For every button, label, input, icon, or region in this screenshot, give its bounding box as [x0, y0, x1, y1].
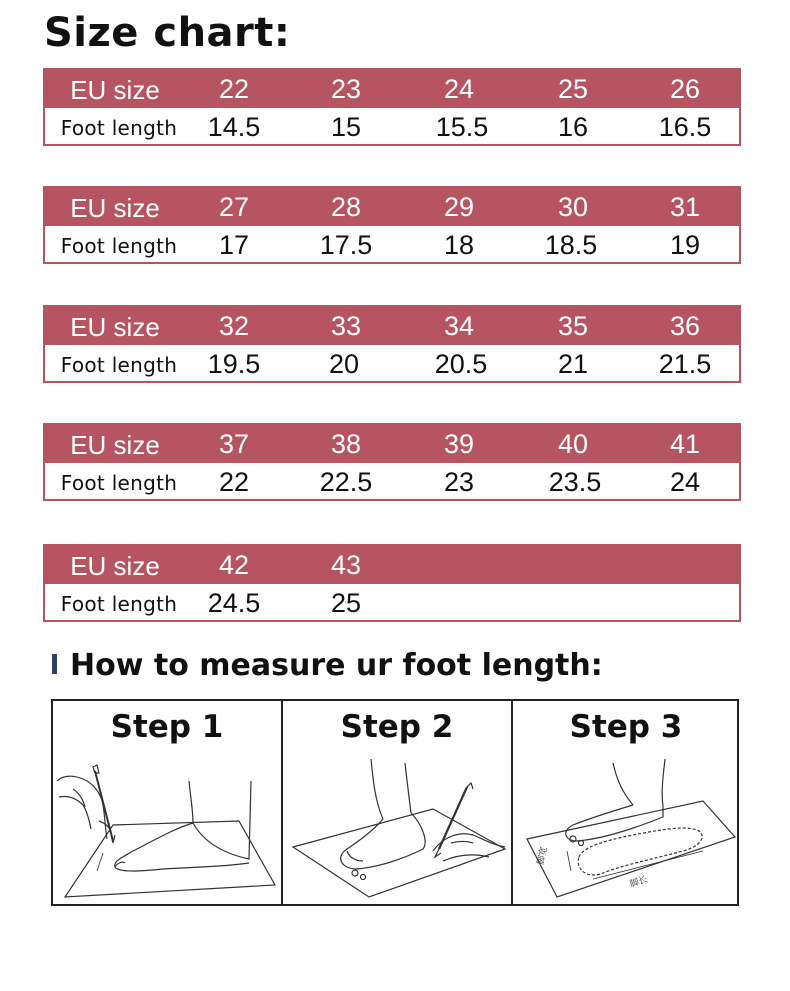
foot-length-value: 17: [218, 230, 250, 260]
foot-length-value: 23: [443, 467, 475, 497]
eu-size-value: 26: [669, 74, 701, 104]
foot-length-row: [45, 226, 739, 263]
foot-length-value: 16: [557, 112, 589, 142]
foot-length-label: Foot length: [60, 471, 178, 495]
foot-length-value: 17.5: [319, 230, 373, 260]
size-table-5: [43, 544, 741, 622]
heading-accent-bar: [52, 654, 57, 674]
eu-size-value: 33: [330, 311, 362, 341]
eu-size-value: 35: [557, 311, 589, 341]
step-3-panel: [513, 701, 739, 904]
measure-steps-panel: [51, 699, 739, 906]
foot-length-value: 20.5: [434, 349, 488, 379]
step-2-panel: [283, 701, 511, 904]
eu-size-value: 28: [330, 192, 362, 222]
foot-length-value: 16.5: [658, 112, 712, 142]
foot-length-value: 25: [330, 588, 362, 618]
eu-size-value: 41: [669, 429, 701, 459]
eu-size-value: 37: [218, 429, 250, 459]
eu-size-value: 40: [557, 429, 589, 459]
eu-size-label: EU size: [70, 193, 160, 223]
eu-size-label: EU size: [70, 551, 160, 581]
step-3-title: Step 3: [569, 709, 683, 745]
foot-length-row: [45, 108, 739, 145]
eu-size-value: 39: [443, 429, 475, 459]
foot-length-row: [45, 463, 739, 500]
foot-length-label: Foot length: [60, 116, 178, 140]
eu-size-row: [45, 425, 739, 463]
foot-length-value: 20: [328, 349, 360, 379]
step-3-illustration: [513, 701, 739, 904]
eu-size-value: 29: [443, 192, 475, 222]
foot-length-value: 24.5: [207, 588, 261, 618]
eu-size-value: 36: [669, 311, 701, 341]
paper-length-label: 脚长: [628, 874, 650, 890]
foot-length-value: 21: [557, 349, 589, 379]
eu-size-value: 22: [218, 74, 250, 104]
size-table-2: [43, 186, 741, 264]
paper-width-label: 脚宽: [536, 845, 550, 866]
foot-length-row: [45, 345, 739, 382]
foot-length-label: Foot length: [60, 234, 178, 258]
eu-size-value: 42: [218, 550, 250, 580]
foot-length-value: 22: [218, 467, 250, 497]
eu-size-value: 23: [330, 74, 362, 104]
foot-length-value: 15.5: [435, 112, 489, 142]
step-2-illustration: [283, 701, 511, 904]
eu-size-value: 25: [557, 74, 589, 104]
step-2-title: Step 2: [340, 709, 454, 745]
foot-length-value: 19: [669, 230, 701, 260]
foot-length-value: 19.5: [207, 349, 261, 379]
eu-size-value: 43: [330, 550, 362, 580]
eu-size-row: [45, 307, 739, 345]
eu-size-label: EU size: [70, 430, 160, 460]
foot-length-row: [45, 584, 739, 621]
eu-size-value: 30: [557, 192, 589, 222]
foot-length-value: 24: [669, 467, 701, 497]
eu-size-value: 38: [330, 429, 362, 459]
step-1-illustration: [53, 701, 281, 904]
foot-length-value: 18: [443, 230, 475, 260]
foot-length-label: Foot length: [60, 592, 178, 616]
eu-size-row: [45, 546, 739, 584]
foot-length-value: 22.5: [319, 467, 373, 497]
foot-length-value: 15: [330, 112, 362, 142]
foot-length-value: 14.5: [207, 112, 261, 142]
foot-length-value: 18.5: [544, 230, 598, 260]
step-1-panel: [53, 701, 281, 904]
foot-length-value: 23.5: [548, 467, 602, 497]
measure-heading: How to measure ur foot length:: [70, 648, 603, 683]
eu-size-value: 34: [443, 311, 475, 341]
step-1-title: Step 1: [110, 709, 224, 745]
eu-size-value: 24: [443, 74, 475, 104]
page-title: Size chart:: [44, 10, 291, 56]
eu-size-label: EU size: [70, 75, 160, 105]
eu-size-value: 31: [669, 192, 701, 222]
size-table-4: [43, 423, 741, 501]
size-table-1: [43, 68, 741, 146]
eu-size-value: 32: [218, 311, 250, 341]
eu-size-label: EU size: [70, 312, 160, 342]
foot-length-value: 21.5: [658, 349, 712, 379]
eu-size-row: [45, 188, 739, 226]
eu-size-value: 27: [218, 192, 250, 222]
size-table-3: [43, 305, 741, 383]
foot-length-label: Foot length: [60, 353, 178, 377]
eu-size-row: [45, 70, 739, 108]
